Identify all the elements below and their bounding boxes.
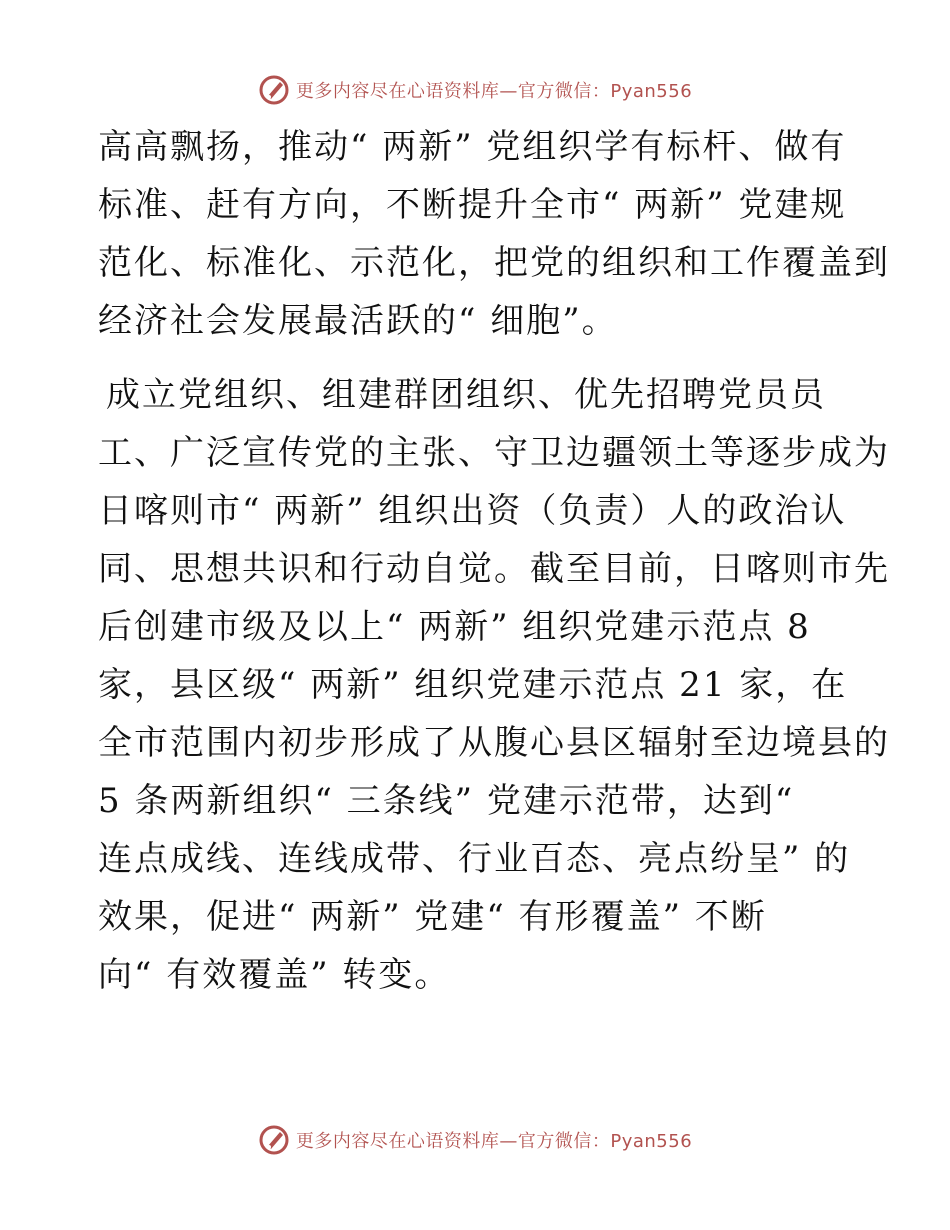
text-line: 日喀则市“ 两新” 组织出资（负责）人的政治认 xyxy=(98,491,847,531)
text-line: 效果，促进“ 两新” 党建“ 有形覆盖” 不断 xyxy=(98,897,767,937)
text-line: 工、广泛宣传党的主张、守卫边疆领土等逐步成为 xyxy=(98,433,890,473)
text-line: 5 条两新组织“ 三条线” 党建示范带，达到“ xyxy=(98,781,795,821)
paragraph-2 xyxy=(98,366,890,1004)
pen-logo-icon xyxy=(258,74,290,106)
header-watermark-text: 更多内容尽在心语资料库—官方微信：Pyan556 xyxy=(295,81,693,102)
text-line: 后创建市级及以上“ 两新” 组织党建示范点 8 xyxy=(98,607,811,647)
text-line: 家，县区级“ 两新” 组织党建示范点 21 家，在 xyxy=(98,665,848,705)
text-line: 高高飘扬，推动“ 两新” 党组织学有标杆、做有 xyxy=(98,127,847,167)
footer-watermark-text: 更多内容尽在心语资料库—官方微信：Pyan556 xyxy=(295,1131,693,1152)
text-line: 连点成线、连线成带、行业百态、亮点纷呈” 的 xyxy=(98,839,851,879)
paragraph-1 xyxy=(98,118,890,350)
footer-watermark xyxy=(0,1122,950,1158)
text-line: 经济社会发展最活跃的“ 细胞”。 xyxy=(98,301,618,341)
text-line: 标准、赶有方向，不断提升全市“ 两新” 党建规 xyxy=(98,185,847,225)
text-line: 范化、标准化、示范化，把党的组织和工作覆盖到 xyxy=(98,243,890,283)
pen-logo-icon xyxy=(258,1124,290,1156)
text-line: 成立党组织、组建群团组织、优先招聘党员员 xyxy=(106,375,826,415)
text-line: 向“ 有效覆盖” 转变。 xyxy=(98,955,451,995)
header-watermark xyxy=(0,72,950,108)
text-line: 全市范围内初步形成了从腹心县区辐射至边境县的 xyxy=(98,723,890,763)
text-line: 同、思想共识和行动自觉。截至目前，日喀则市先 xyxy=(98,549,890,589)
document-body xyxy=(98,118,890,1004)
